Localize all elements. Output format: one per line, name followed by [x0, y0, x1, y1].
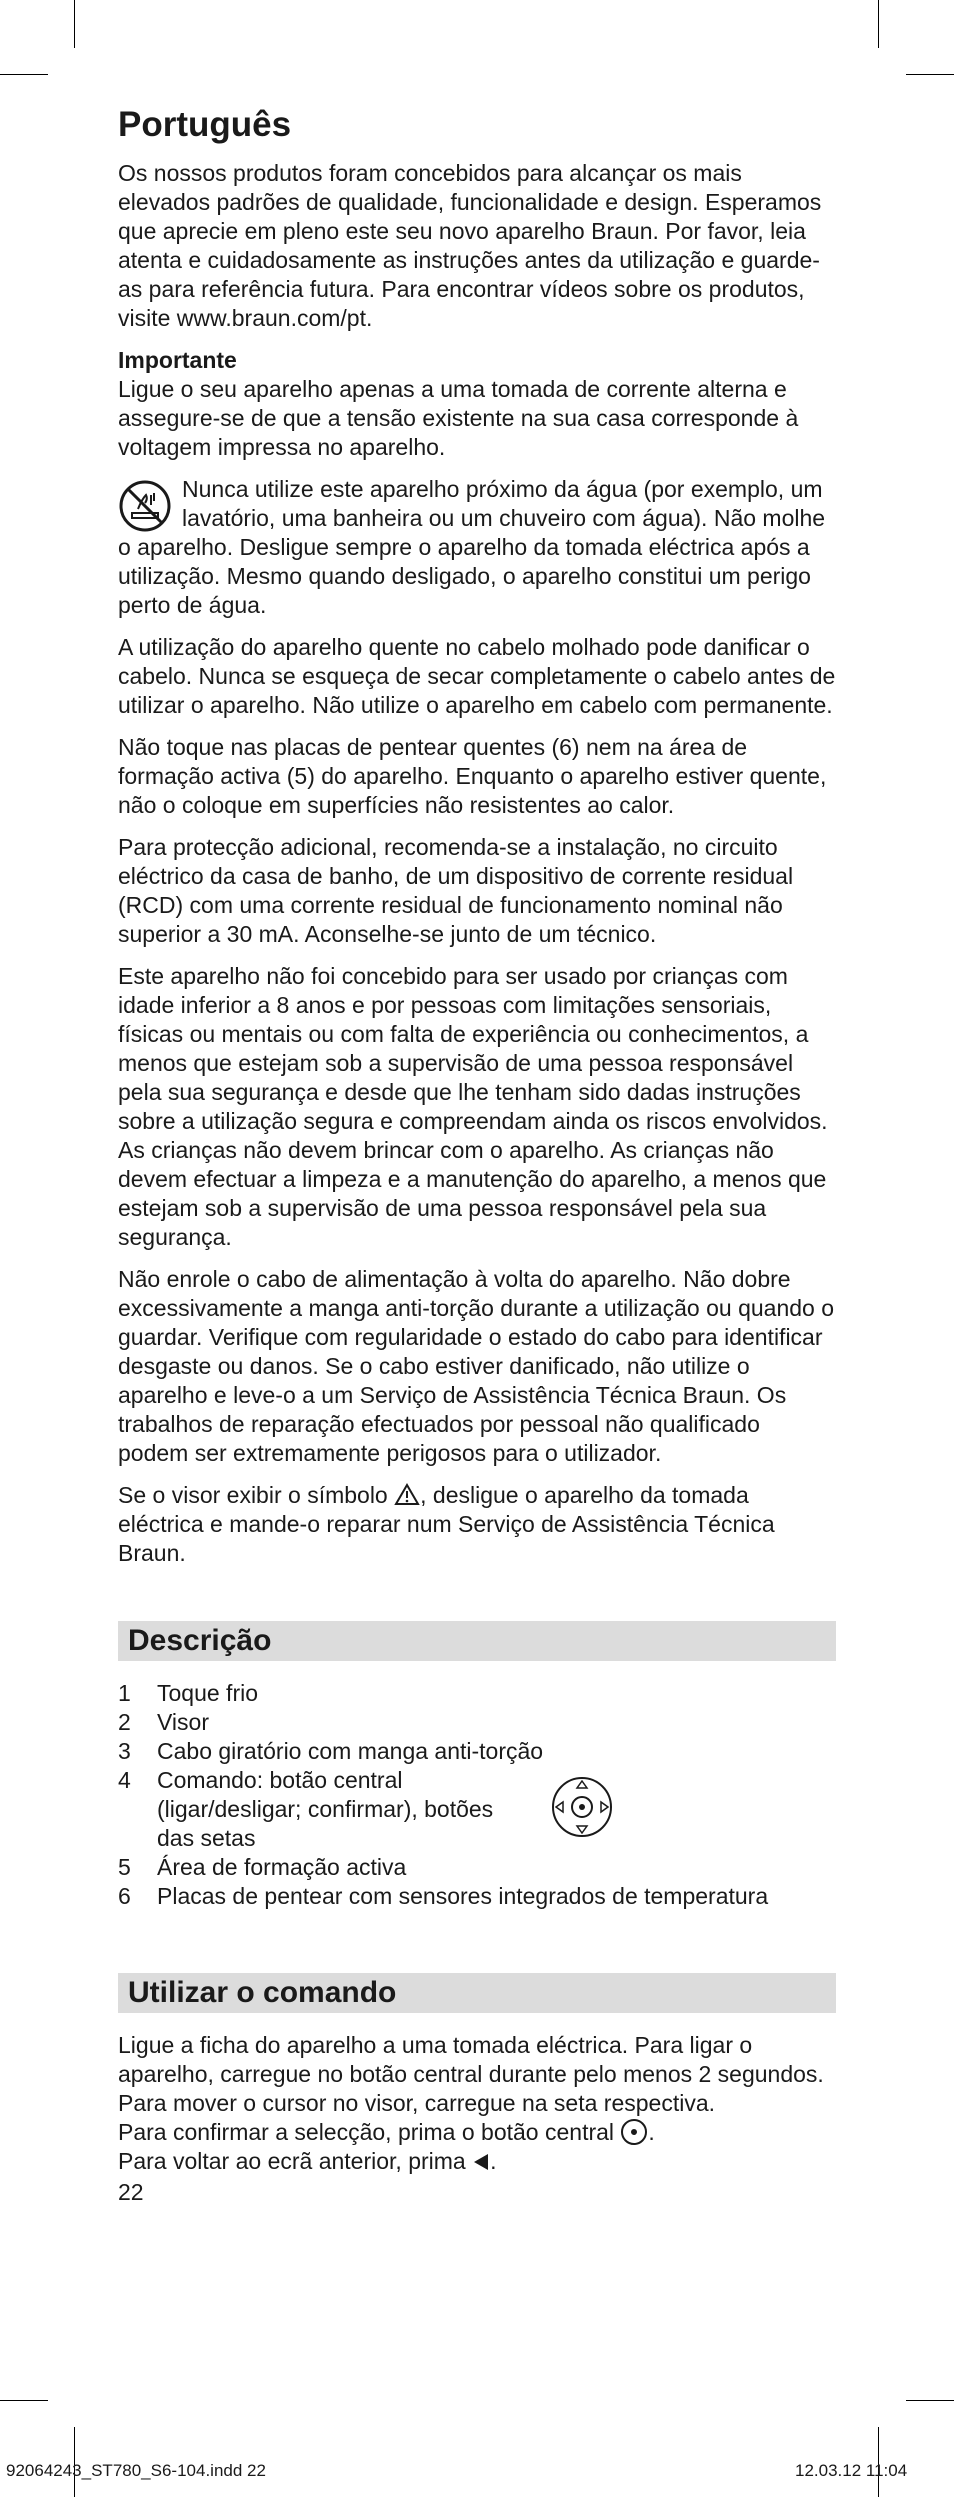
important-paragraph: Ligue o seu aparelho apenas a uma tomada de corrente alterna e assegure-se de que a tensão existente na sua casa corresponde à voltagem impressa no aparelho.: [118, 376, 799, 461]
crop-mark: [0, 74, 48, 75]
page-number: 22: [118, 2179, 144, 2206]
dpad-control-icon: [550, 1775, 614, 1839]
symbol-text-before: Se o visor exibir o símbolo: [118, 1482, 388, 1509]
footer-date: 12.03.12 11:04: [795, 2461, 908, 2480]
crop-mark: [878, 0, 879, 48]
control-heading: Utilizar o comando: [118, 1973, 836, 2013]
water-warning: [118, 475, 836, 620]
symbol-paragraph: [118, 1481, 836, 1568]
important-heading: Importante: [118, 347, 237, 374]
description-heading: Descrição: [118, 1621, 836, 1661]
intro-paragraph: Os nossos produtos foram concebidos para alcançar os mais elevados padrões de qualidade, funcionalidade e design. Esperamos que aprecie em pleno este seu novo aparelho Braun. Por favor, leia atenta e cuidadosamente as instruções antes da utilização e guarde-as para referência futura. Para encontrar vídeos sobre os produtos, visite www.braun.com/pt.: [118, 160, 822, 332]
crop-mark: [906, 2400, 954, 2401]
center-button-icon: [620, 2118, 648, 2146]
list-item: 6 Placas de pentear com sensores integrados de temperatura: [118, 1883, 769, 1910]
water-warning-text: Nunca utilize este aparelho próximo da água (por exemplo, um lavatório, uma banheira ou um chuveiro com água). Não molhe o aparelho. Desligue sempre o aparelho da tomada eléctrica após a utilização. Mesmo quando desligado, o aparelho constitui um perigo perto de água.: [118, 476, 826, 619]
crop-mark: [906, 74, 954, 75]
rcd-paragraph: Para protecção adicional, recomenda-se a instalação, no circuito eléctrico da casa de banho, de um dispositivo de corrente residual (RCD) com uma corrente residual de funcionamento nominal não superior a 30 mA. Aconselhe-se junto de um técnico.: [118, 834, 794, 948]
cord-paragraph: Não enrole o cabo de alimentação à volta do aparelho. Não dobre excessivamente a manga anti-torção durante a utilização ou quando o guardar. Verifique com regularidade o estado do cabo para identificar desgaste ou danos. Se o cabo estiver danificado, não utilize o aparelho e leve-o a um Serviço de Assistência Técnica Braun. Os trabalhos de reparação efectuados por pessoal não qualificado podem ser extremamente perigosos para o utilizador.: [118, 1266, 835, 1467]
control-back-line: Para voltar ao ecrã anterior, prima .: [118, 2148, 497, 2175]
list-item: 2 Visor: [118, 1709, 209, 1736]
list-item: 3 Cabo giratório com manga anti-torção: [118, 1738, 544, 1765]
symbol-text-after: , desligue o aparelho da tomada eléctrica e mande-o reparar num Serviço de Assistência Técnica Braun.: [118, 1482, 775, 1567]
control-paragraph: Ligue a ficha do aparelho a uma tomada eléctrica. Para ligar o aparelho, carregue no botão central durante pelo menos 2 segundos. Para mover o cursor no visor, carregue na seta respectiva.: [118, 2032, 824, 2117]
page-content: [118, 105, 836, 2207]
description-section: [118, 1679, 836, 1911]
wet-hair-paragraph: A utilização do aparelho quente no cabelo molhado pode danificar o cabelo. Nunca se esqueça de secar completamente o cabelo antes de utilizar o aparelho. Não utilize o aparelho em cabelo com permanente.: [118, 634, 836, 719]
crop-mark: [0, 2400, 48, 2401]
list-item: 1 Toque frio: [118, 1680, 259, 1707]
list-item: 5 Área de formação activa: [118, 1854, 407, 1881]
footer-file: 92064243_ST780_S6-104.indd 22: [6, 2461, 266, 2480]
crop-mark: [74, 0, 75, 48]
page-title: Português: [118, 105, 292, 144]
list-item: 4 Comando: botão central (ligar/desligar; confirmar), botões das setas: [118, 1767, 494, 1852]
children-paragraph: Este aparelho não foi concebido para ser usado por crianças com idade inferior a 8 anos e por pessoas com limitações sensoriais, físicas ou mentais ou com falta de experiência ou conhecimentos, a menos que estejam sob a supervisão de uma pessoa responsável pela sua segurança e desde que lhe tenham sido dadas instruções sobre a utilização segura e compreendam ainda os riscos envolvidos. As crianças não devem brincar com o aparelho. As crianças não devem efectuar a limpeza e a manutenção do aparelho, a menos que estejam sob a supervisão de uma pessoa responsável pela sua segurança.: [118, 963, 828, 1251]
no-water-icon: [118, 479, 172, 533]
left-arrow-icon: [472, 2153, 490, 2171]
control-confirm-line: Para confirmar a selecção, prima o botão central .: [118, 2119, 655, 2146]
description-list: [118, 1679, 836, 1911]
warning-triangle-icon: [394, 1483, 420, 1506]
hot-plates-paragraph: Não toque nas placas de pentear quentes (6) nem na área de formação activa (5) do aparelho. Enquanto o aparelho estiver quente, não o coloque em superfícies não resistentes ao calor.: [118, 734, 827, 819]
